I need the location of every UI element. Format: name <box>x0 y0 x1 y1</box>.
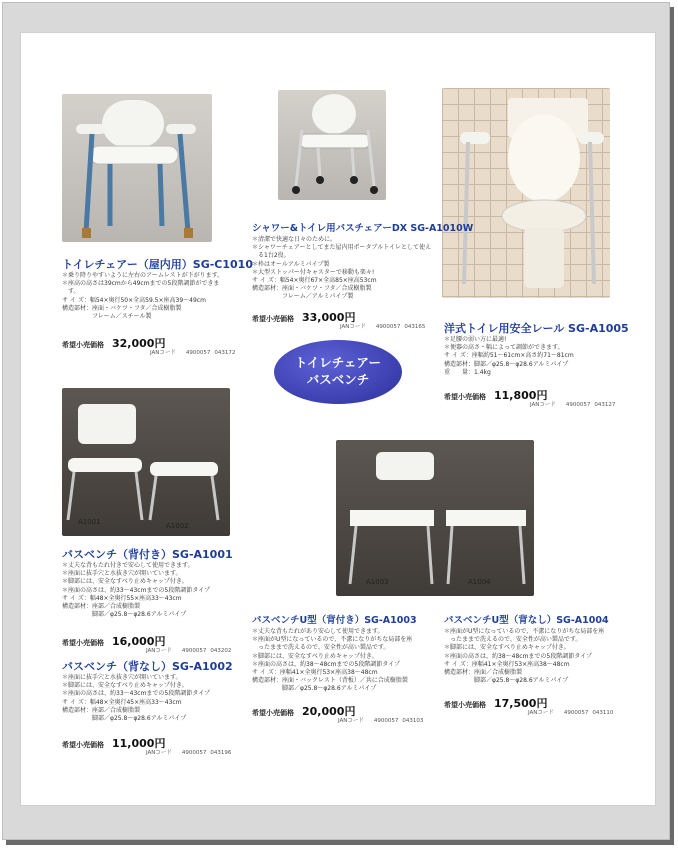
toilet-chair-illustration <box>62 94 212 242</box>
desc-line: 構造部材：脚部／φ25.8〜φ28.6アルミパイプ <box>444 360 569 368</box>
u-bench-illustration <box>336 440 534 596</box>
price-value: 16,000円 <box>112 635 166 648</box>
price-value: 32,000円 <box>112 337 166 350</box>
jan-number: 4900057 <box>565 402 591 408</box>
badge-line-1: トイレチェアー <box>294 355 382 370</box>
desc-line: ったままで洗えるので、安全性が高い製品です。 <box>252 644 390 652</box>
desc-line: サ イ ズ：座幅約51〜61cm×高さ約71〜81cm <box>444 352 574 360</box>
desc-line: ＊脚部には、安全なすべり止めキャップ付き。 <box>444 644 570 652</box>
jan-label: JANコード <box>146 648 172 654</box>
product-title: バスベンチU型（背なし）SG-A1004 <box>444 615 609 626</box>
jan-code <box>150 348 235 356</box>
desc-line: ＊丈夫な背もたれ付きで安心して使用できます。 <box>62 562 194 569</box>
jan-label: JANコード <box>530 402 556 408</box>
desc-line: 脚部／φ25.8〜φ28.6アルミパイプ <box>444 677 569 685</box>
product-title: バスベンチU型（背付き）SG-A1003 <box>252 615 417 626</box>
toilet-rail-illustration <box>442 88 610 298</box>
jan-code <box>146 748 231 756</box>
price-label: 希望小売価格 <box>62 639 104 647</box>
photo-label-a1003: A1003 <box>366 578 389 586</box>
desc-line: サ イ ズ：幅48×全奥行45×座高33〜43cm <box>62 698 182 706</box>
photo-label-a1002: A1002 <box>166 522 189 530</box>
desc-line: ＊座面の高さは、約38〜48cmまでの5段階調節タイプ <box>444 652 592 660</box>
desc-line: ＊座面に抜手穴と水抜き穴が開いています。 <box>62 570 182 578</box>
price-value: 33,000円 <box>302 311 356 324</box>
desc-line: ＊座高の高さは39cmから49cmまでの5段階調節ができま <box>62 280 220 288</box>
price-value: 20,000円 <box>302 705 356 718</box>
product-title: トイレチェアー（屋内用）SG-C1010 <box>62 258 253 271</box>
desc-line: 構造部材：座面・バケツ・フタ／合成樹脂製 <box>252 285 372 293</box>
jan-number-suffix: 043196 <box>210 750 232 756</box>
jan-label: JANコード <box>150 350 176 356</box>
jan-number: 4900057 <box>375 324 401 330</box>
jan-number: 4900057 <box>181 750 207 756</box>
product-description <box>444 336 574 377</box>
price-label: 希望小売価格 <box>444 701 486 709</box>
desc-line: ＊座面がU型になっているので、不潔になりがちな局部を座 <box>252 636 413 644</box>
jan-label: JANコード <box>528 710 554 716</box>
product-description <box>62 674 210 723</box>
price-label: 希望小売価格 <box>62 741 104 749</box>
product-description <box>62 562 210 619</box>
jan-label: JANコード <box>146 750 172 756</box>
desc-line: 脚部／φ25.8〜φ28.6アルミパイプ <box>62 715 187 723</box>
desc-line: ＊便器の高さ・幅によって調節ができます。 <box>444 344 564 352</box>
desc-line: ＊座面に抜手穴と水抜き穴が開いています。 <box>62 674 182 681</box>
desc-line: ったままで洗えるので、安全性が高い製品です。 <box>444 636 582 644</box>
shower-chair-illustration <box>278 90 386 200</box>
jan-number-suffix: 043127 <box>594 402 616 408</box>
photo-toilet-chair <box>62 94 212 242</box>
jan-number: 4900057 <box>563 710 589 716</box>
product-title: バスベンチ（背なし）SG-A1002 <box>62 660 233 673</box>
desc-line: フレーム／アルミパイプ製 <box>252 293 354 301</box>
jan-number-suffix: 043110 <box>592 710 614 716</box>
desc-line: ＊座面の高さは、約38〜48cmまでの5段階調節タイプ <box>252 660 400 668</box>
desc-line: ＊足腰の弱い方に最適! <box>444 336 507 343</box>
photo-safety-rail <box>442 88 610 298</box>
product-description <box>62 272 223 321</box>
jan-code <box>338 716 423 724</box>
desc-line: 構造部材：座面・バックレスト（背板）／共に合成樹脂製 <box>252 677 408 685</box>
photo-u-bench-pair <box>336 440 534 596</box>
desc-line: フレーム／スチール製 <box>62 313 152 321</box>
bath-bench-illustration <box>62 388 230 536</box>
product-title: 洋式トイレ用安全レール SG-A1005 <box>444 322 629 335</box>
jan-number: 4900057 <box>181 648 207 654</box>
jan-code <box>528 708 613 716</box>
desc-line: サ イ ズ：幅54×奥行50×全高59.5×座高39〜49cm <box>62 296 206 304</box>
desc-line: ＊清潔で快適な日々のために。 <box>252 236 337 243</box>
desc-line: ＊丈夫な背もたれがあり安心して使用できます。 <box>252 628 384 635</box>
badge-line-2: バスベンチ <box>306 372 370 387</box>
desc-line: ＊枠はオールアルミパイプ製 <box>252 260 330 268</box>
desc-line: ＊脚部には、安全なすべり止めキャップ付き。 <box>252 652 378 660</box>
photo-label-a1001: A1001 <box>78 518 101 526</box>
jan-number-suffix: 043103 <box>402 718 424 724</box>
desc-line: ＊乗り降りやすいように左右のアームレストが下がります。 <box>62 272 224 279</box>
price-label: 希望小売価格 <box>62 341 104 349</box>
desc-line: る1台2役。 <box>252 252 290 260</box>
price-label: 希望小売価格 <box>252 709 294 717</box>
product-description <box>252 236 431 302</box>
photo-shower-toilet-chair <box>278 90 386 200</box>
jan-number-suffix: 043172 <box>214 350 236 356</box>
desc-line: 構造部材：座部／合成樹脂製 <box>62 706 141 714</box>
desc-line: ＊座面の高さは、約33〜43cmまでの5段階調節タイプ <box>62 586 210 594</box>
price-label: 希望小売価格 <box>444 393 486 401</box>
category-badge <box>274 340 402 404</box>
product-description <box>252 628 412 694</box>
photo-label-a1004: A1004 <box>468 578 491 586</box>
jan-label: JANコード <box>338 718 364 724</box>
product-title: シャワー&トイレ用バスチェアーDX SG-A1010W <box>252 223 474 234</box>
desc-line: サ イ ズ：座幅41×全奥行53×座高38〜48cm <box>252 669 378 677</box>
price-label: 希望小売価格 <box>252 315 294 323</box>
price-value: 11,800円 <box>494 389 548 402</box>
jan-number-suffix: 043165 <box>404 324 426 330</box>
jan-number: 4900057 <box>373 718 399 724</box>
jan-code <box>340 322 425 330</box>
jan-number-suffix: 043202 <box>210 648 232 654</box>
desc-line: す。 <box>62 288 80 296</box>
desc-line: 構造部材：座部／合成樹脂製 <box>62 603 141 611</box>
price-value: 11,000円 <box>112 737 166 750</box>
desc-line: 重 量：1.4kg <box>444 368 491 376</box>
desc-line: ＊脚部には、安全なすべり止めキャップ付き。 <box>62 578 188 586</box>
desc-line: ＊脚部には、安全なすべり止めキャップ付き。 <box>62 682 188 690</box>
desc-line: サ イ ズ：幅48×全奥行55×座高33〜43cm <box>62 594 182 602</box>
desc-line: 脚部／φ25.8〜φ28.6アルミパイプ <box>62 611 187 619</box>
product-description <box>444 628 604 685</box>
price-value: 17,500円 <box>494 697 548 710</box>
jan-code <box>146 646 231 654</box>
photo-bath-bench-pair <box>62 388 230 536</box>
desc-line: ＊シャワーチェアーとしてまた屋内用ポータブルトイレとして使え <box>252 244 431 252</box>
desc-line: サ イ ズ：幅54×奥行67×全高85×座高53cm <box>252 277 377 285</box>
desc-line: 構造部材：座面／合成樹脂製 <box>444 669 523 677</box>
jan-number: 4900057 <box>185 350 211 356</box>
product-title: バスベンチ（背付き）SG-A1001 <box>62 548 233 561</box>
desc-line: 構造部材：座面・バケツ・フタ／合成樹脂製 <box>62 304 182 312</box>
desc-line: サ イ ズ：座幅41×全奥行53×座高38〜48cm <box>444 660 570 668</box>
desc-line: ＊座面がU型になっているので、不潔になりがちな局部を座 <box>444 628 605 635</box>
desc-line: ＊大型ストッパー付キャスターで移動も楽々! <box>252 268 375 276</box>
desc-line: ＊座面の高さは、約33〜43cmまでの5段階調節タイプ <box>62 690 210 698</box>
jan-label: JANコード <box>340 324 366 330</box>
jan-code <box>530 400 615 408</box>
desc-line: 脚部／φ25.8〜φ28.6アルミパイプ <box>252 685 377 693</box>
